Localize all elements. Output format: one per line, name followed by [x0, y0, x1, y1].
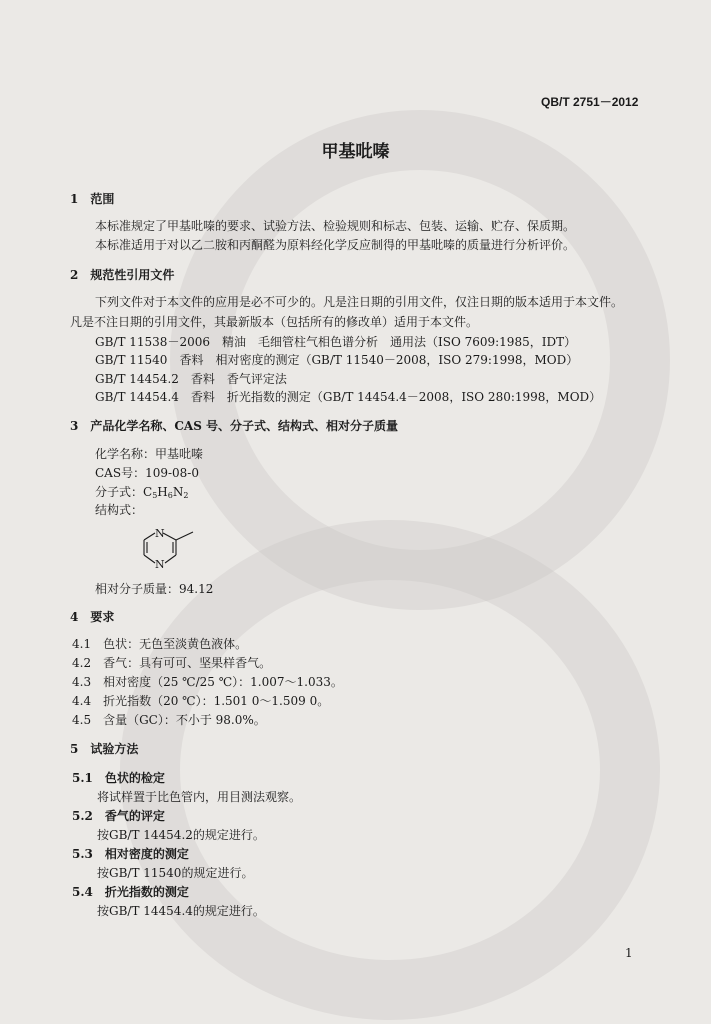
standard-number: QB/T 2751－2012 — [541, 95, 639, 109]
structure-diagram — [135, 522, 205, 578]
requirement-item: 4.5 含量（GC）：不小于 98.0%。 — [72, 713, 266, 727]
section-heading: 2 规范性引用文件 — [70, 268, 175, 282]
subsection-heading: 5.2 香气的评定 — [72, 809, 165, 823]
cas-number: CAS号：109-08-0 — [95, 466, 199, 480]
chemical-name: 化学名称：甲基吡嗪 — [95, 447, 204, 461]
section-heading: 5 试验方法 — [70, 742, 139, 756]
section-heading: 1 范围 — [70, 192, 115, 206]
paragraph: 按GB/T 14454.4的规定进行。 — [97, 904, 265, 918]
requirement-item: 4.4 折光指数（20 ℃）：1.501 0～1.509 0。 — [72, 694, 330, 708]
subsection-heading: 5.3 相对密度的测定 — [72, 847, 189, 861]
paragraph: 下列文件对于本文件的应用是必不可少的。凡是注日期的引用文件，仅注日期的版本适用于本文件。 — [95, 295, 624, 309]
atom-n-top: N — [155, 527, 165, 540]
section-heading: 3 产品化学名称、CAS 号、分子式、结构式、相对分子质量 — [70, 419, 399, 433]
paragraph: 本标准适用于对以乙二胺和丙酮醛为原料经化学反应制得的甲基吡嗪的质量进行分析评价。 — [95, 238, 576, 252]
reference-item: GB/T 14454.2 香料 香气评定法 — [95, 372, 287, 386]
page-title: 甲基吡嗪 — [321, 142, 390, 162]
subsection-heading: 5.4 折光指数的测定 — [72, 885, 189, 899]
paragraph: 本标准规定了甲基吡嗪的要求、试验方法、检验规则和标志、包装、运输、贮存、保质期。 — [95, 219, 576, 233]
reference-item: GB/T 11538－2006 精油 毛细管柱气相色谱分析 通用法（ISO 7609:1985，IDT） — [95, 335, 577, 349]
section-heading: 4 要求 — [70, 610, 115, 624]
requirement-item: 4.3 相对密度（25 ℃/25 ℃）：1.007～1.033。 — [72, 675, 343, 689]
paragraph: 凡是不注日期的引用文件，其最新版本（包括所有的修改单）适用于本文件。 — [70, 315, 479, 329]
molecular-mass: 相对分子质量：94.12 — [95, 582, 214, 596]
requirement-item: 4.1 色状：无色至淡黄色液体。 — [72, 637, 248, 651]
paragraph: 按GB/T 14454.2的规定进行。 — [97, 828, 265, 842]
reference-item: GB/T 11540 香料 相对密度的测定（GB/T 11540－2008，ISO 279:1998，MOD） — [95, 353, 579, 367]
paragraph: 将试样置于比色管内，用目测法观察。 — [97, 790, 302, 804]
subsection-heading: 5.1 色状的检定 — [72, 771, 165, 785]
paragraph: 按GB/T 11540的规定进行。 — [97, 866, 254, 880]
reference-item: GB/T 14454.4 香料 折光指数的测定（GB/T 14454.4－2008，ISO 280:1998，MOD） — [95, 390, 602, 404]
requirement-item: 4.2 香气：具有可可、坚果样香气。 — [72, 656, 272, 670]
atom-n-bottom: N — [155, 558, 165, 571]
page-number: 1 — [625, 946, 633, 960]
structure-label: 结构式： — [95, 503, 144, 517]
molecular-formula: 分子式：$C_5H_6N_2$ — [95, 485, 189, 500]
